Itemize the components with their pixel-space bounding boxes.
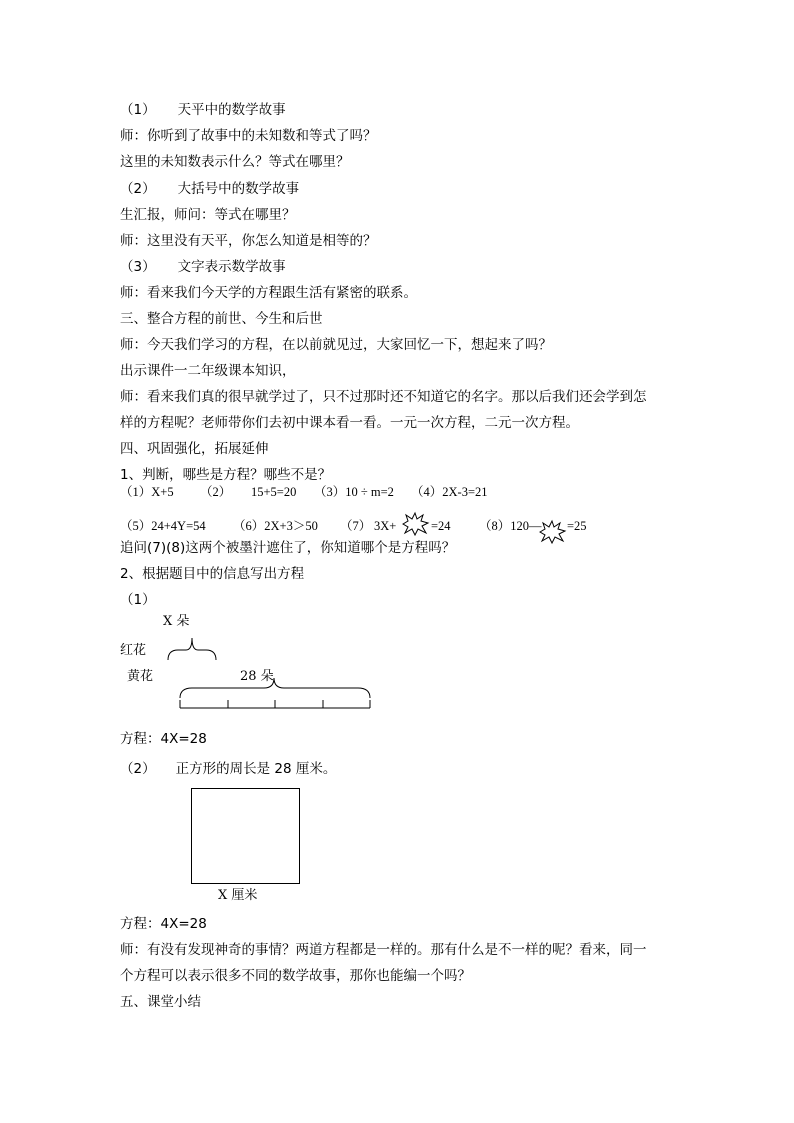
item-3-number: （3） <box>120 259 156 275</box>
judge-item-7-number: （7） <box>340 519 372 533</box>
judge-item-3: （3）10 ÷ m=2 <box>314 485 394 499</box>
courseware-note: 出示课件一二年级课本知识， <box>120 363 296 379</box>
student-report: 生汇报，师问：等式在哪里？ <box>120 207 296 223</box>
judge-item-2-number: （2） <box>200 485 232 499</box>
judge-item-7-left: 3X+ <box>374 519 397 533</box>
teacher-remark-3a: 师：看来我们真的很早就学过了，只不过那时还不知道它的名字。那以后我们还会学到怎 <box>120 389 647 405</box>
sub-2-number: （2） <box>120 761 156 777</box>
red-brace-label: X 朵 <box>163 614 190 629</box>
ink-splash-icon <box>538 520 566 544</box>
task-2-heading: 2、根据题目中的信息写出方程 <box>120 566 305 582</box>
teacher-remark-2: 师：今天我们学习的方程，在以前就见过，大家回忆一下，想起来了吗？ <box>120 337 552 353</box>
red-flower-label: 红花 <box>120 643 147 658</box>
judge-item-1: （1）X+5 <box>120 485 174 499</box>
item-2-title: 大括号中的数学故事 <box>177 181 300 197</box>
teacher-question-2: 师：这里没有天平，你怎么知道是相等的？ <box>120 233 377 249</box>
square-shape <box>191 788 300 884</box>
closing-remark-a: 师：有没有发现神奇的事情？两道方程都是一样的。那有什么是不一样的呢？看来，同一 <box>120 942 647 958</box>
item-1-title: 天平中的数学故事 <box>177 102 286 118</box>
task-2-sub-1: （1） <box>120 592 156 608</box>
judge-item-8-right: =25 <box>567 519 587 533</box>
judge-item-6: （6）2X+3＞50 <box>233 519 318 533</box>
section-4-heading: 四、巩固强化，拓展延伸 <box>120 441 269 457</box>
item-3-heading <box>120 258 286 276</box>
item-1-heading <box>120 101 286 119</box>
teacher-question-1: 师：你听到了故事中的未知数和等式了吗？ <box>120 128 377 144</box>
task-1-heading: 1、判断，哪些是方程？哪些不是？ <box>120 467 332 483</box>
judge-item-8-left: （8）120— <box>479 519 542 533</box>
closing-remark-b: 个方程可以表示很多不同的数学故事，那你也能编一个吗？ <box>120 968 471 984</box>
teacher-remark-3b: 样的方程呢？老师带你们去初中课本看一看。一元一次方程，二元一次方程。 <box>120 415 579 431</box>
item-2-heading <box>120 180 299 198</box>
equation-2: 方程：4X=28 <box>120 916 207 932</box>
yellow-flower-label: 黄花 <box>127 669 154 684</box>
judge-item-7-right: =24 <box>431 519 451 533</box>
task-2-sub-2 <box>120 760 336 778</box>
item-3-title: 文字表示数学故事 <box>177 259 286 275</box>
judge-item-4: （4）2X-3=21 <box>411 485 488 499</box>
square-side-label: X 厘米 <box>218 888 258 903</box>
teacher-remark-1: 师：看来我们今天学的方程跟生活有紧密的联系。 <box>120 285 417 301</box>
judge-item-5: （5）24+4Y=54 <box>120 519 206 533</box>
equation-1: 方程：4X=28 <box>120 731 207 747</box>
sub-2-text: 正方形的周长是 28 厘米。 <box>175 761 337 777</box>
item-1-number: （1） <box>120 102 156 118</box>
yellow-brace-label: 28 朵 <box>240 669 274 684</box>
red-flower-brace <box>166 630 218 662</box>
item-2-number: （2） <box>120 181 156 197</box>
follow-up-question: 追问(7)(8)这两个被墨汁遮住了，你知道哪个是方程吗？ <box>120 540 456 556</box>
section-3-heading: 三、整合方程的前世、今生和后世 <box>120 311 323 327</box>
section-5-heading: 五、课堂小结 <box>120 994 201 1010</box>
judge-item-2-expr: 15+5=20 <box>251 485 297 499</box>
yellow-flower-brace <box>178 676 374 710</box>
ink-splash-icon <box>401 512 429 536</box>
question-text-1: 这里的未知数表示什么？等式在哪里？ <box>120 154 350 170</box>
